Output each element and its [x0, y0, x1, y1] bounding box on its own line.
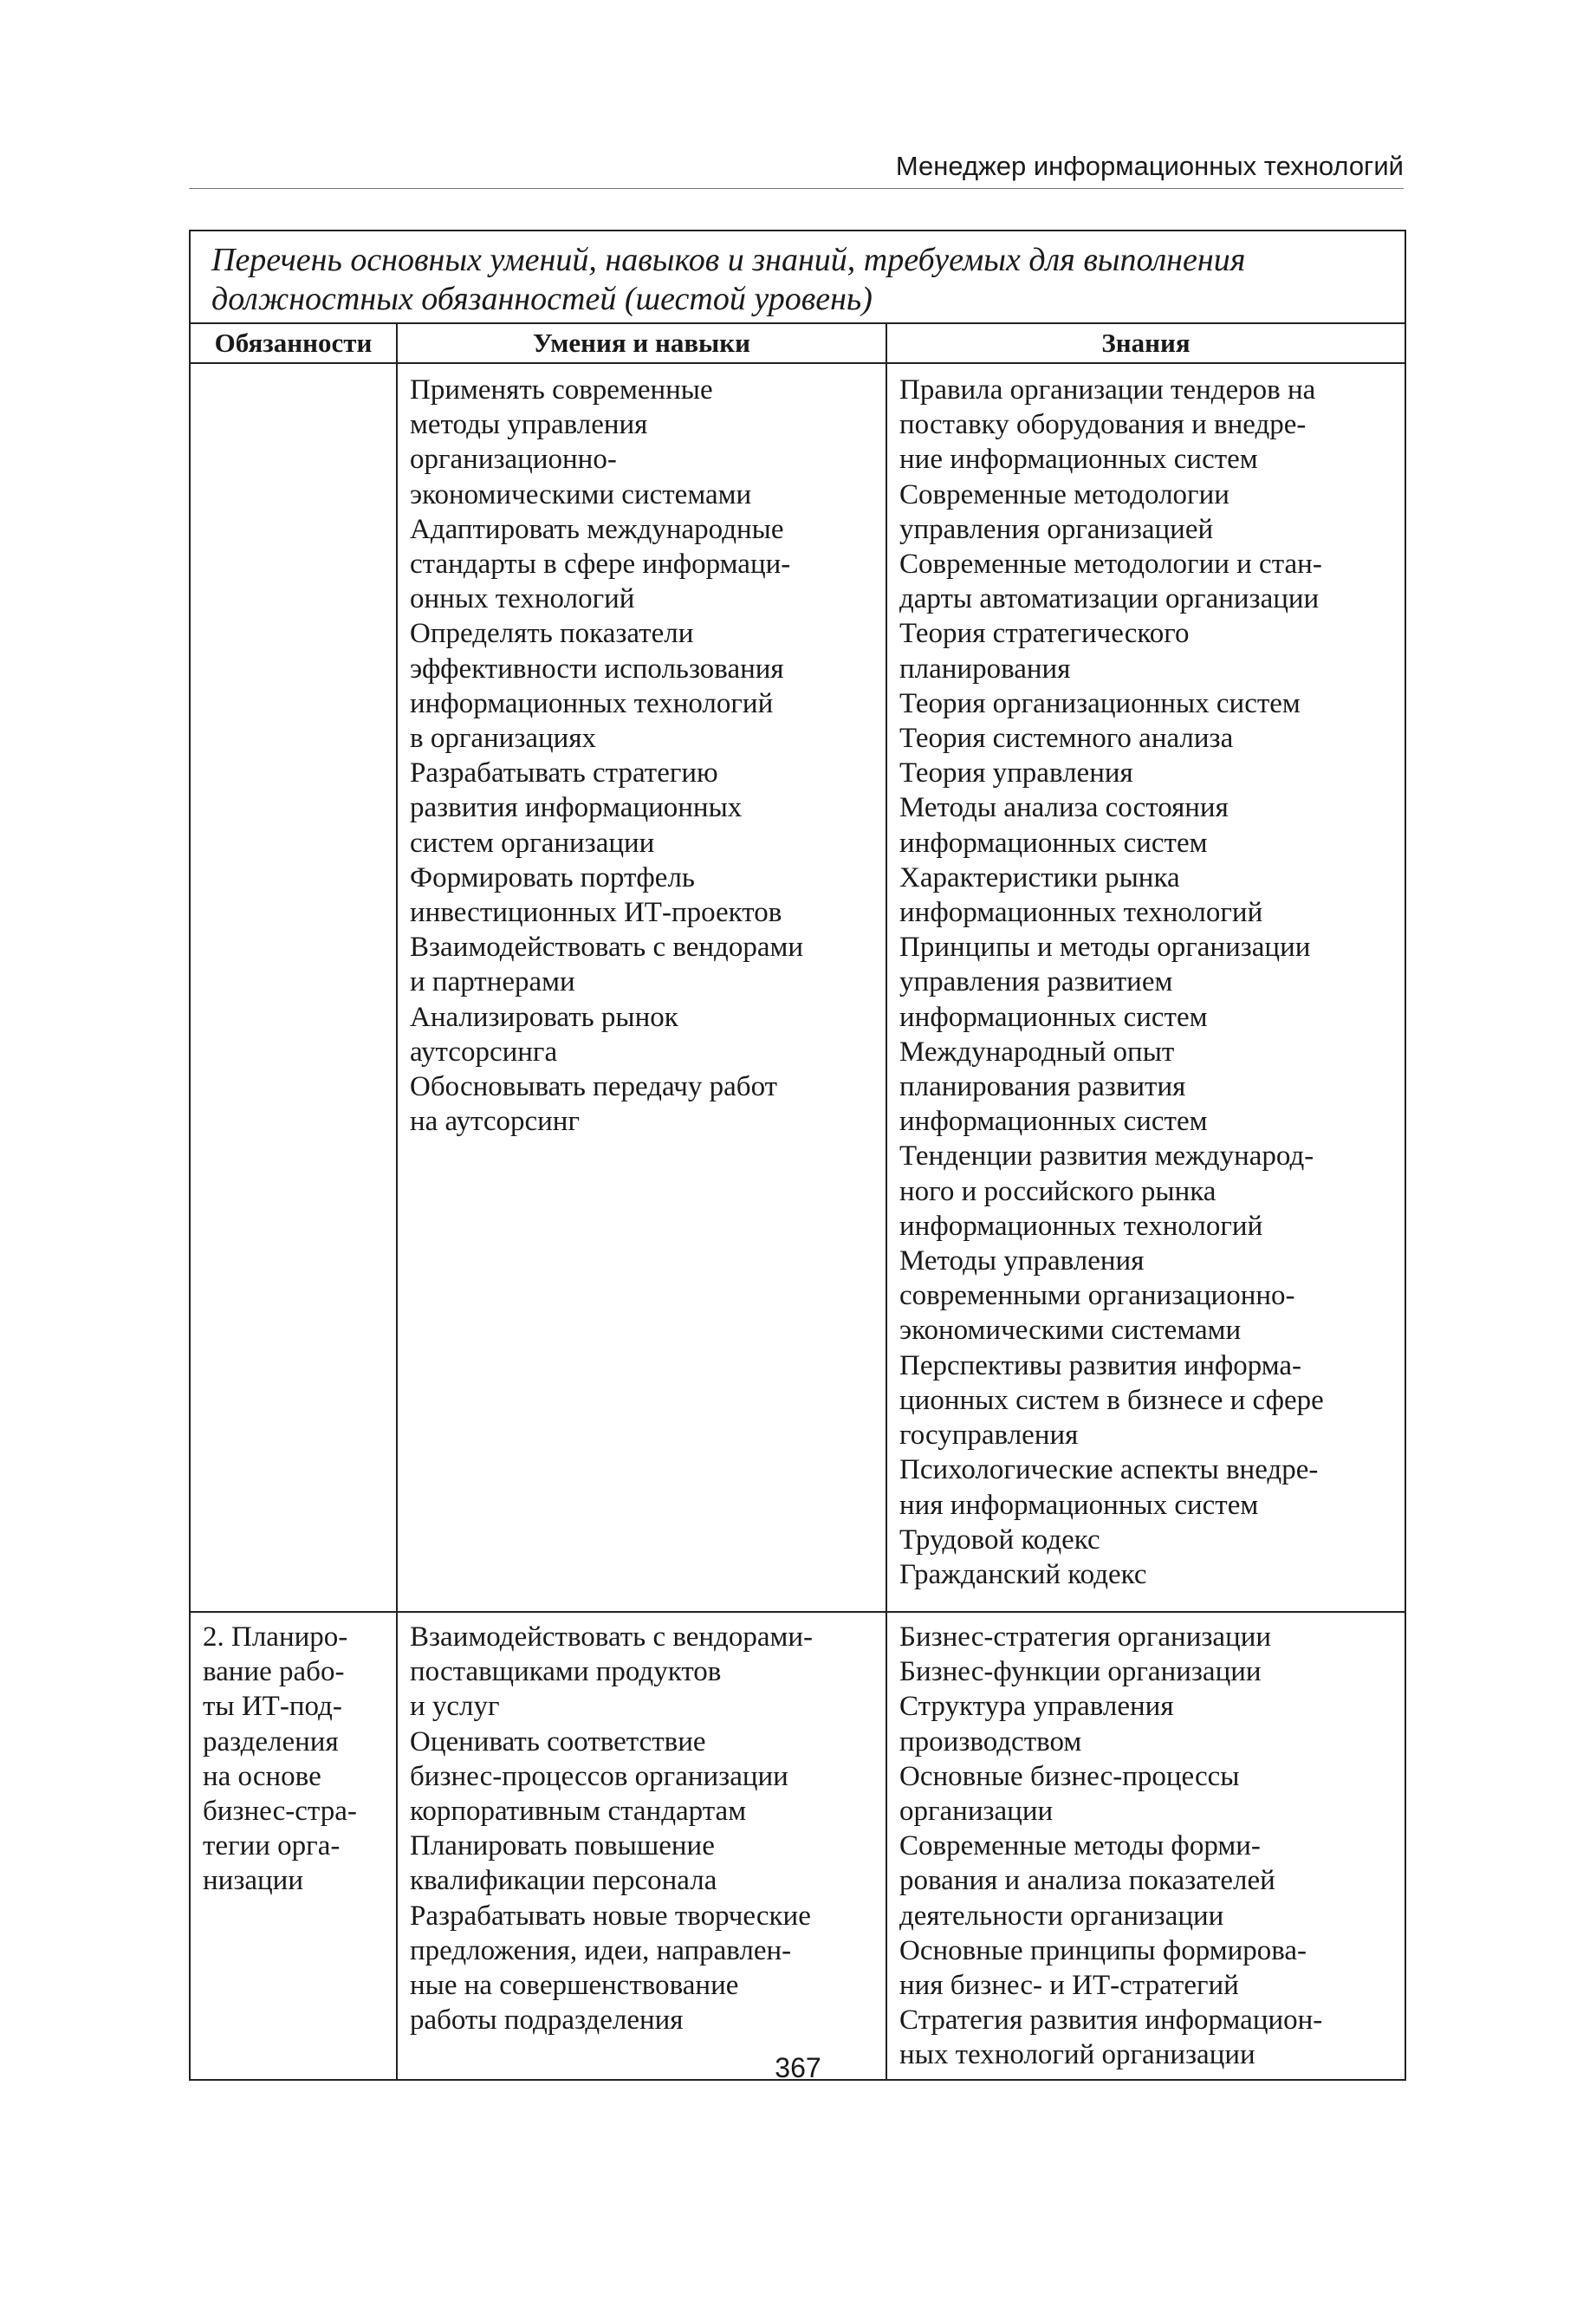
cell-line: Разрабатывать стратегию — [410, 757, 718, 789]
knowledge-cell — [886, 1612, 1405, 2080]
cell-line: Бизнес-функции организации — [899, 1656, 1262, 1688]
cell-line: ные на совершенствование — [410, 1970, 739, 2002]
cell-line: квалификации персонала — [410, 1865, 717, 1897]
cell-line: низации — [203, 1865, 303, 1897]
cell-line: Трудовой кодекс — [899, 1524, 1100, 1556]
cell-line: госуправления — [899, 1420, 1079, 1452]
knowledge-cell — [886, 363, 1405, 1612]
cell-line: 2. Планиро- — [203, 1621, 348, 1653]
cell-line: Теория системного анализа — [899, 723, 1234, 755]
cell-line: экономическими системами — [899, 1315, 1242, 1347]
skills-table — [189, 230, 1406, 2081]
skills-cell — [397, 363, 886, 1612]
cell-line: Перспективы развития информа- — [899, 1349, 1302, 1381]
cell-line: информационных технологий — [899, 897, 1263, 929]
cell-line: информационных систем — [899, 827, 1208, 859]
column-header-knowledge: Знания — [886, 323, 1405, 363]
cell-line: поставку оборудования и внедре- — [899, 409, 1307, 441]
cell-line: аутсорсинга — [410, 1036, 558, 1068]
running-header: Менеджер информационных технологий — [895, 151, 1404, 181]
cell-line: Современные методологии — [899, 478, 1229, 510]
cell-line: Гражданский кодекс — [899, 1558, 1147, 1590]
cell-line: Анализировать рынок — [410, 1001, 678, 1033]
column-header-duties: Обязанности — [190, 323, 397, 363]
cell-line: Современные методологии и стан- — [899, 549, 1322, 581]
cell-line: ного и российского рынка — [899, 1175, 1216, 1207]
cell-line: современными организационно- — [899, 1280, 1295, 1312]
cell-line: и партнерами — [410, 966, 575, 998]
cell-line: ционных систем в бизнесе и сфере — [899, 1384, 1324, 1416]
table-caption — [190, 231, 1405, 323]
cell-line: информационных технологий — [899, 1210, 1263, 1242]
header-row — [190, 323, 1405, 363]
cell-line: организации — [899, 1796, 1054, 1828]
cell-line: Методы управления — [899, 1245, 1145, 1277]
cell-line: Стратегия развития информацион- — [899, 2004, 1323, 2037]
cell-line: тегии орга- — [203, 1830, 341, 1862]
cell-line: на основе — [203, 1760, 321, 1792]
cell-line: поставщиками продуктов — [410, 1656, 722, 1688]
table-row — [190, 1612, 1405, 2080]
cell-line: Теория стратегического — [899, 618, 1190, 650]
cell-line: онных технологий — [410, 583, 635, 615]
cell-line: планирования — [899, 653, 1071, 685]
cell-line: разделения — [203, 1725, 339, 1757]
cell-line: организационно- — [410, 444, 617, 476]
cell-line: работы подразделения — [410, 2004, 684, 2037]
cell-line: ты ИТ-под- — [203, 1691, 342, 1723]
cell-line: ния информационных систем — [899, 1489, 1259, 1521]
page-number: 367 — [775, 2052, 821, 2083]
cell-line: в организациях — [410, 723, 597, 755]
cell-line: Основные принципы формирова- — [899, 1934, 1307, 1966]
cell-line: рования и анализа показателей — [899, 1865, 1275, 1897]
cell-line: планирования развития — [899, 1071, 1186, 1103]
cell-line: экономическими системами — [410, 478, 752, 510]
cell-line: Правила организации тендеров на — [899, 374, 1316, 406]
cell-line: информационных систем — [899, 1106, 1208, 1138]
cell-line: производством — [899, 1725, 1082, 1757]
cell-line: инвестиционных ИТ-проектов — [410, 897, 782, 929]
cell-line: деятельности организации — [899, 1900, 1224, 1932]
cell-line: ных технологий организации — [899, 2039, 1255, 2071]
cell-line: систем организации — [410, 827, 655, 859]
duty-cell — [190, 1612, 397, 2080]
cell-line: корпоративным стандартам — [410, 1796, 747, 1828]
cell-line: Планировать повышение — [410, 1830, 715, 1862]
cell-line: Бизнес-стратегия организации — [899, 1621, 1272, 1653]
cell-line: бизнес-процессов организации — [410, 1760, 788, 1792]
cell-line: дарты автоматизации организации — [899, 583, 1320, 615]
cell-line: стандарты в сфере информаци- — [410, 549, 791, 581]
cell-line: Оценивать соответствие — [410, 1725, 706, 1757]
cell-line: эффективности использования — [410, 653, 784, 685]
cell-line: управления развитием — [899, 966, 1173, 998]
cell-line: вание рабо- — [203, 1656, 345, 1688]
cell-line: информационных систем — [899, 1001, 1208, 1033]
table-row — [190, 363, 1405, 1612]
cell-line: Определять показатели — [410, 618, 694, 650]
skills-cell — [397, 1612, 886, 2080]
cell-line: методы управления — [410, 409, 648, 441]
cell-line: Основные бизнес-процессы — [899, 1760, 1240, 1792]
cell-line: управления организацией — [899, 513, 1214, 545]
cell-line: Обосновывать передачу работ — [410, 1071, 778, 1103]
caption-line: должностных обязанностей (шестой уровень) — [211, 281, 873, 317]
cell-line: Структура управления — [899, 1691, 1174, 1723]
header-rule — [189, 188, 1404, 189]
caption-line: Перечень основных умений, навыков и знаний, требуемых для выполнения — [211, 242, 1246, 278]
duty-cell — [190, 363, 397, 1612]
caption-row — [190, 231, 1405, 323]
cell-line: Взаимодействовать с вендорами — [410, 932, 804, 964]
cell-line: Теория организационных систем — [899, 687, 1301, 719]
cell-line: развития информационных — [410, 792, 743, 824]
cell-line: предложения, идеи, направлен- — [410, 1934, 792, 1966]
cell-line: информационных технологий — [410, 687, 774, 719]
cell-line: ния бизнес- и ИТ-стратегий — [899, 1970, 1239, 2002]
cell-line: Применять современные — [410, 374, 713, 406]
cell-line: Методы анализа состояния — [899, 792, 1229, 824]
cell-line: Разрабатывать новые творческие — [410, 1900, 811, 1932]
cell-line: Психологические аспекты внедре- — [899, 1454, 1319, 1486]
cell-line: на аутсорсинг — [410, 1106, 581, 1138]
cell-line: Международный опыт — [899, 1036, 1175, 1068]
cell-line: Современные методы форми- — [899, 1830, 1261, 1862]
cell-line: Адаптировать международные — [410, 513, 784, 545]
cell-line: Формировать портфель — [410, 861, 695, 893]
cell-line: ние информационных систем — [899, 444, 1258, 476]
cell-line: и услуг — [410, 1691, 500, 1723]
cell-line: Теория управления — [899, 757, 1133, 789]
cell-line: Взаимодействовать с вендорами- — [410, 1621, 814, 1653]
cell-line: бизнес-стра- — [203, 1796, 357, 1828]
cell-line: Тенденции развития международ- — [899, 1140, 1314, 1173]
cell-line: Принципы и методы организации — [899, 932, 1311, 964]
column-header-skills: Умения и навыки — [397, 323, 886, 363]
cell-line: Характеристики рынка — [899, 861, 1180, 893]
